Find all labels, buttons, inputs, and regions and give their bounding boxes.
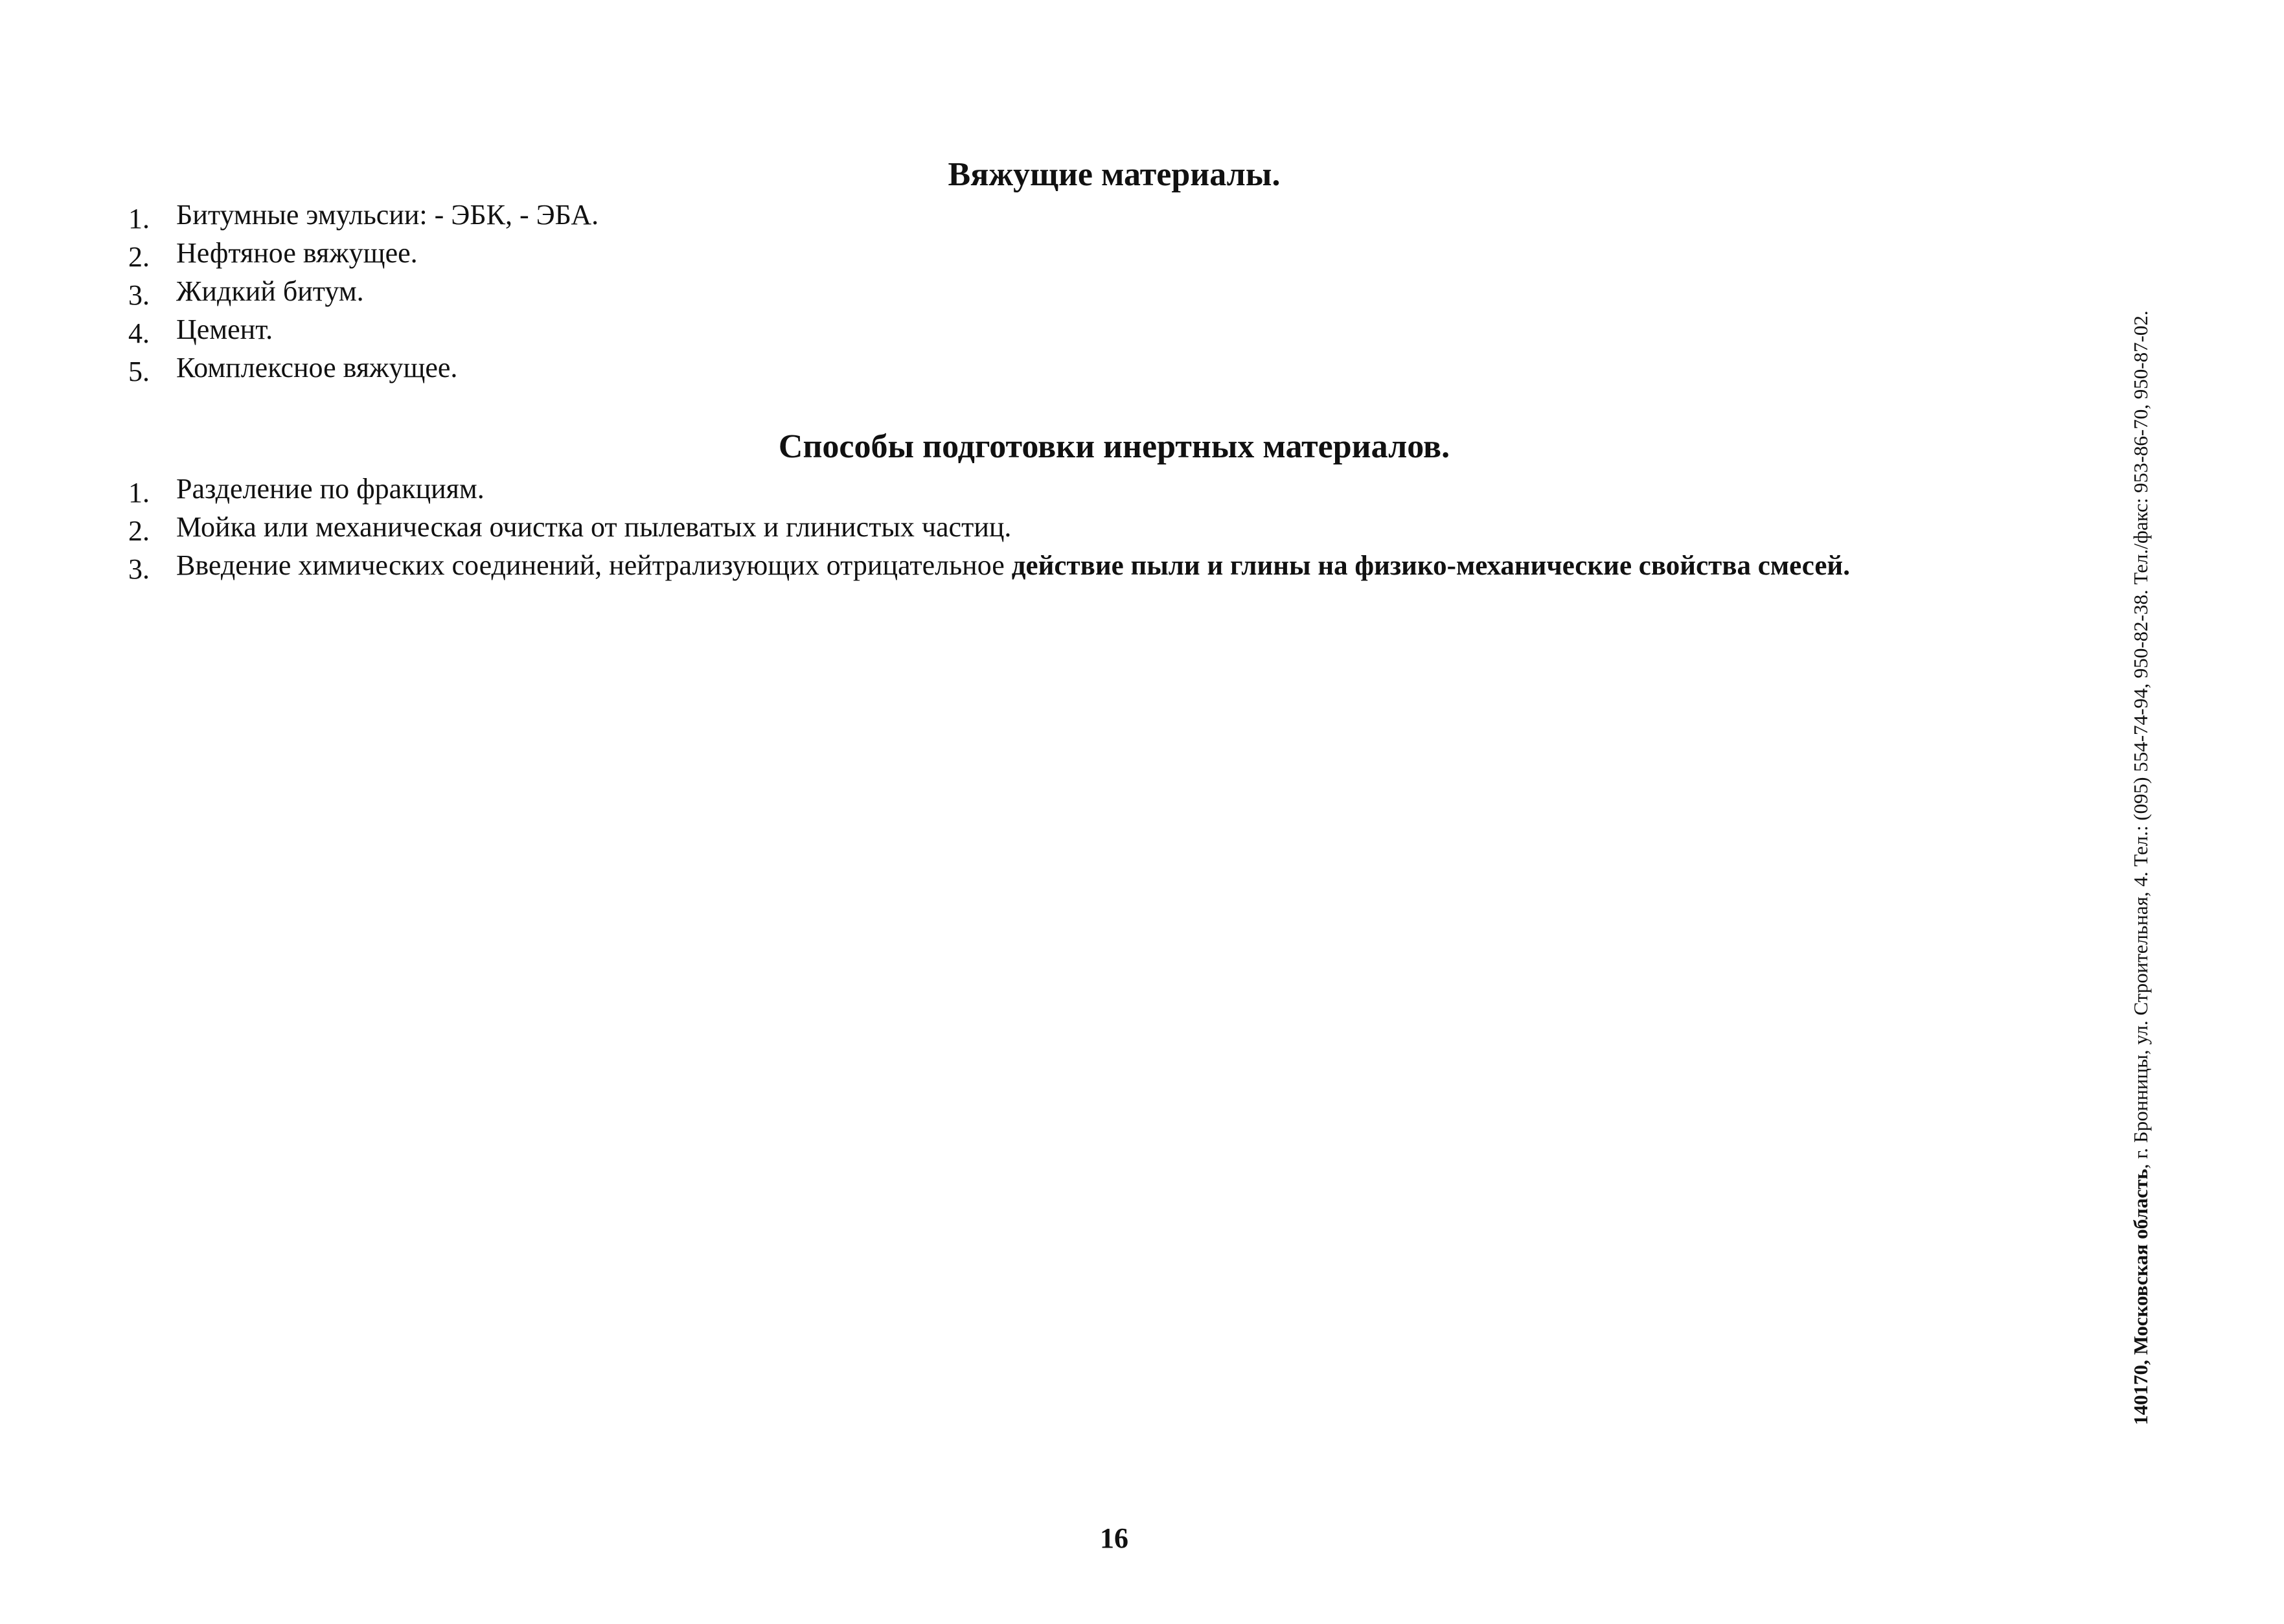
list-item-number: 2. (128, 241, 150, 273)
list-item-text: Мойка или механическая очистка от пылеватых и глинистых частиц. (176, 511, 1012, 543)
list-item-text: Разделение по фракциям. (176, 473, 485, 505)
list-item-text-bold: действие пыли и глины на физико-механические свойства смесей. (1011, 551, 1850, 581)
list-item-number: 4. (128, 317, 150, 349)
list-item-number: 3. (128, 279, 150, 311)
list-item-text: Жидкий битум. (176, 275, 364, 307)
list-item (123, 310, 2099, 349)
inert-materials-list (123, 470, 2099, 584)
list-item-number: 1. (128, 477, 150, 509)
section-title-inert-materials: Способы подготовки инертных материалов. (778, 428, 1450, 465)
sidebar-address-rest: , г. Бронницы, ул. Строительная, 4. Тел.: (095) 554-74-94, 950-82-38. Тел./факс: 953-86-70, 950-87-02. (2129, 310, 2152, 1169)
page-number: 16 (1100, 1522, 1128, 1554)
list-item-number: 1. (128, 203, 150, 234)
list-item (123, 234, 2099, 272)
list-item (123, 272, 2099, 310)
list-item-text: Нефтяное вяжущее. (176, 237, 418, 269)
list-item-number: 3. (128, 553, 150, 585)
list-item-text: Комплексное вяжущее. (176, 352, 458, 383)
binders-list (123, 196, 2099, 387)
list-item-number: 5. (128, 356, 150, 387)
sidebar-address-bold: 140170, Московская область (2129, 1169, 2152, 1425)
vertical-address-sidebar (2128, 162, 2154, 1425)
list-item (123, 349, 2099, 387)
section-title-binders: Вяжущие материалы. (948, 156, 1281, 193)
list-item-text: Цемент. (176, 314, 273, 345)
list-item-number: 2. (128, 515, 150, 547)
list-item (123, 508, 2099, 546)
list-item (123, 196, 2099, 234)
list-item-text: Битумные эмульсии: - ЭБК, - ЭБА. (176, 199, 599, 231)
list-item (123, 470, 2099, 508)
list-item-text: Введение химических соединений, нейтрализующих отрицательное (176, 549, 1012, 581)
list-item (123, 546, 2099, 584)
